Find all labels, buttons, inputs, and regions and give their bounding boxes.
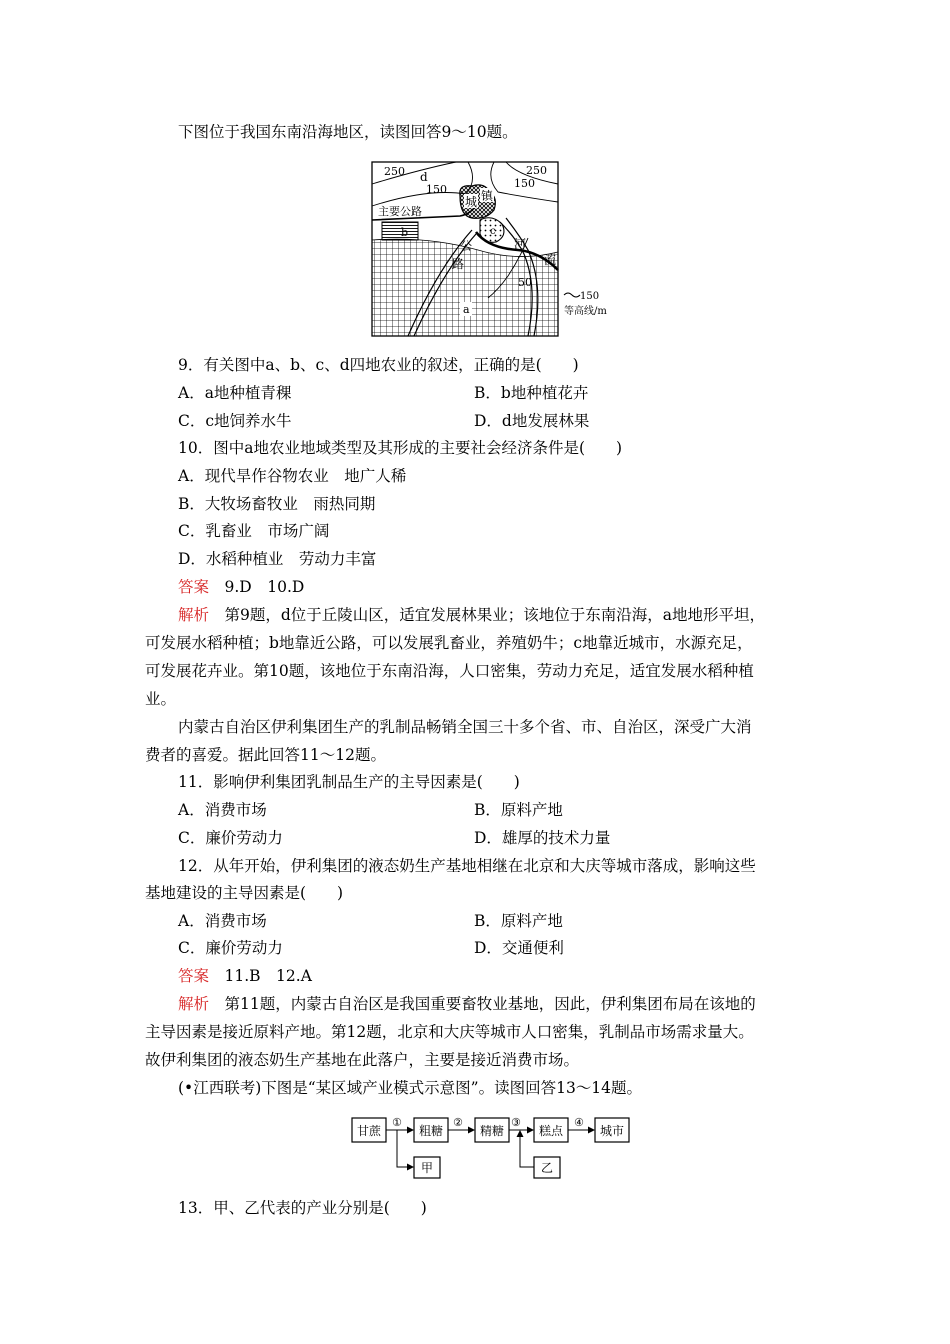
- label-b: b: [401, 226, 409, 239]
- q10-option-c: C．乳畜业 市场广阔: [178, 522, 330, 540]
- explanation-2-line2: 主导因素是接近原料产地。第12题，北京和大庆等城市人口密集，乳制品市场需求量大。: [145, 1023, 754, 1041]
- intro-2-line1: 内蒙古自治区伊利集团生产的乳制品畅销全国三十多个省、市、自治区，深受广大消: [178, 718, 752, 736]
- label-river-2: 流: [544, 253, 557, 267]
- q9-option-d: D．d地发展林果: [474, 412, 590, 430]
- answer-1: [178, 576, 304, 598]
- flow-box-city-label: 城市: [599, 1124, 625, 1138]
- flow-box-jia-label: 甲: [420, 1161, 434, 1175]
- label-city: 城: [465, 195, 478, 209]
- explanation-2-line3: 故伊利集团的液态奶生产基地在此落户，主要是接近消费市场。: [145, 1051, 580, 1069]
- legend-label: 等高线/m: [564, 306, 607, 317]
- q10-option-a: A．现代旱作谷物农业 地广人稀: [178, 467, 407, 485]
- q12-option-c: C．廉价劳动力: [178, 939, 283, 957]
- q11-stem: 11．影响伊利集团乳制品生产的主导因素是( ): [178, 773, 520, 791]
- flow-step-1: ①: [392, 1116, 402, 1129]
- explanation-label: 解析: [178, 995, 210, 1013]
- area-b: [382, 222, 418, 240]
- industry-flow-diagram: [350, 1113, 640, 1185]
- label-river-1: 河: [514, 237, 527, 251]
- contour-map: [368, 158, 613, 340]
- explanation-1-line1: [178, 604, 765, 626]
- label-250-left: 250: [384, 165, 405, 178]
- explanation-1-line2: 可发展水稻种植；b地靠近公路，可以发展乳畜业，养殖奶牛；c地靠近城市，水源充足，: [145, 634, 753, 652]
- explanation-2-line1: [178, 993, 756, 1015]
- q9-stem: 9．有关图中a、b、c、d四地农业的叙述，正确的是( ): [178, 356, 579, 374]
- answer-label: 答案: [178, 578, 210, 596]
- explanation-text: 第11题，内蒙古自治区是我国重要畜牧业基地，因此，伊利集团布局在该地的: [209, 995, 756, 1013]
- q12-stem-line2: 基地建设的主导因素是( ): [145, 884, 344, 902]
- q11-option-c: C．廉价劳动力: [178, 829, 283, 847]
- flow-box-sugarcane-label: 甘蔗: [356, 1124, 382, 1138]
- label-50: 50: [518, 276, 532, 289]
- intro-text: 下图位于我国东南沿海地区，读图回答9～10题。: [178, 123, 518, 141]
- explanation-1-line4: 业。: [145, 690, 177, 708]
- label-d: d: [420, 170, 428, 184]
- q9-option-c: C．c地饲养水牛: [178, 412, 292, 430]
- q10-option-b: B．大牧场畜牧业 雨热同期: [178, 495, 376, 513]
- intro-2-line2: 费者的喜爱。据此回答11～12题。: [145, 746, 386, 764]
- q12-stem-line1: 12．从年开始，伊利集团的液态奶生产基地相继在北京和大庆等城市落成，影响这些: [178, 857, 756, 875]
- label-250-right: 250: [526, 164, 547, 177]
- explanation-1-line3: 可发展花卉业。第10题，该地位于东南沿海，人口密集，劳动力充足，适宜发展水稻种植: [145, 662, 754, 680]
- answer-text: 9.D 10.D: [209, 578, 305, 596]
- flow-box-yi-label: 乙: [540, 1161, 554, 1175]
- q12-option-a: A．消费市场: [178, 912, 267, 930]
- q9-option-b: B．b地种植花卉: [474, 384, 589, 402]
- answer-label: 答案: [178, 967, 210, 985]
- q10-stem: 10．图中a地农业地域类型及其形成的主要社会经济条件是( ): [178, 439, 623, 457]
- q12-option-b: B．原料产地: [474, 912, 563, 930]
- intro-3: (•江西联考)下图是“某区域产业模式示意图”。读图回答13～14题。: [178, 1079, 643, 1097]
- label-150-right: 150: [514, 177, 535, 190]
- q9-option-a: A．a地种植青稞: [178, 384, 292, 402]
- flow-box-pastry-label: 糕点: [538, 1124, 564, 1138]
- q11-option-d: D．雄厚的技术力量: [474, 829, 611, 847]
- explanation-text: 第9题，d位于丘陵山区，适宜发展林果业；该地位于东南沿海，a地地形平坦，: [209, 606, 766, 624]
- answer-text: 11.B 12.A: [209, 967, 312, 985]
- flow-step-2: ②: [453, 1116, 463, 1129]
- legend-value: 150: [580, 291, 600, 302]
- label-road-2: 路: [452, 257, 465, 271]
- q12-option-d: D．交通便利: [474, 939, 564, 957]
- label-town: 镇: [481, 189, 494, 203]
- explanation-label: 解析: [178, 606, 210, 624]
- label-c: c: [490, 226, 496, 237]
- q13-stem: 13．甲、乙代表的产业分别是( ): [178, 1199, 427, 1217]
- flow-box-refined-sugar-label: 精糖: [479, 1124, 505, 1138]
- flow-box-raw-sugar-label: 粗糖: [418, 1124, 444, 1138]
- label-a: a: [463, 303, 470, 316]
- label-150-left: 150: [426, 183, 447, 196]
- flow-step-3: ③: [511, 1116, 521, 1129]
- answer-2: [178, 965, 312, 987]
- q10-option-d: D．水稻种植业 劳动力丰富: [178, 550, 377, 568]
- q11-option-a: A．消费市场: [178, 801, 267, 819]
- flow-step-4: ④: [574, 1116, 584, 1129]
- q11-option-b: B．原料产地: [474, 801, 563, 819]
- label-road-1: 公: [460, 239, 473, 253]
- label-main-road: 主要公路: [378, 205, 422, 218]
